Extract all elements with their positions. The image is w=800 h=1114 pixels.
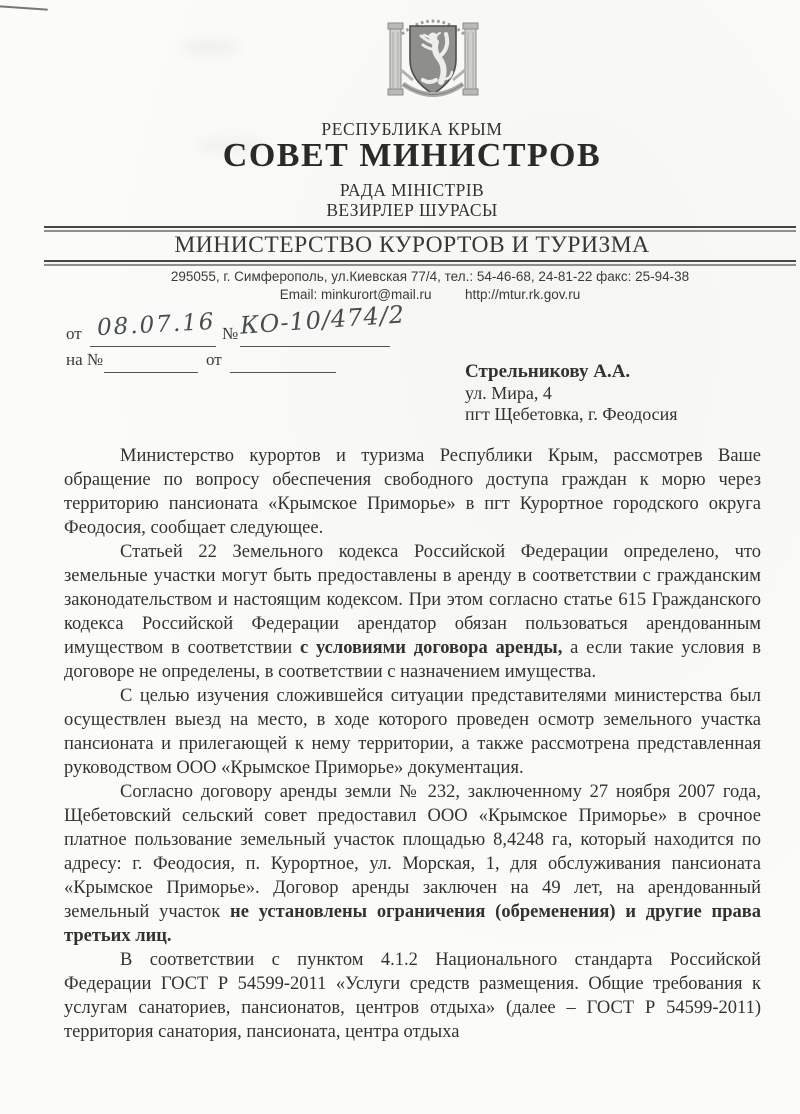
body-paragraph: Согласно договору аренды земли № 232, заключенному 27 ноября 2007 года, Щебетовский сельский совет предоставил ООО «Крымское Приморье» в срочное платное пользование земельный участок площадью 8,4248 га, который находится по адресу: г. Феодосия, п. Курортное, ул. Морская, 1, для обслуживания пансионата «Крымское Приморье». Договор аренды заключен на 49 лет, на арендованный земельный участок не установлены ограничения (обременения) и другие права третьих лиц. — [64, 782, 761, 946]
crimea-coat-of-arms-icon — [387, 8, 479, 108]
reply-from-label: от — [206, 350, 222, 369]
council-title-ukrainian: РАДА МІНІСТРІВ — [339, 180, 485, 200]
scan-smudge — [180, 40, 240, 54]
outgoing-number-label: № — [222, 324, 239, 343]
recipient-address-line2: пгт Щебетовка, г. Феодосия — [465, 404, 678, 424]
outgoing-from-label: от — [66, 324, 82, 343]
council-of-ministers-title: СОВЕТ МИНИСТРОВ — [222, 137, 602, 174]
council-title-crimean-tatar: ВЕЗИРЛЕР ШУРАСЫ — [326, 200, 498, 220]
recipient-address-line1: ул. Мира, 4 — [465, 382, 552, 403]
website-value: http://mtur.rk.gov.ru — [465, 287, 581, 302]
recipient-name: Стрельникову А.А. — [465, 361, 631, 382]
email-label: Email: — [279, 287, 318, 302]
email-value: minkurort@mail.ru — [320, 287, 432, 302]
scan-scratch-artifact — [0, 5, 48, 10]
reply-number-line — [104, 352, 198, 373]
ministry-title: МИНИСТЕРСТВО КУРОРТОВ И ТУРИЗМА — [174, 232, 650, 258]
recipient-block — [465, 361, 678, 426]
ministry-contact-line — [60, 287, 800, 302]
republic-title: РЕСПУБЛИКА КРЫМ — [321, 119, 503, 139]
reply-to-number-label: на № — [66, 350, 104, 369]
handwritten-outgoing-number: КО-10/474/2 — [239, 300, 406, 340]
header-divider-bottom — [44, 260, 796, 266]
ministry-address-line: 295055, г. Симферополь, ул.Киевская 77/4, тел.: 54-46-68, 24-81-22 факс: 25-94-38 — [170, 269, 690, 284]
body-paragraph: В соответствии с пунктом 4.1.2 Национального стандарта Российской Федерации ГОСТ Р 54599-2011 «Услуги средств размещения. Общие требования к услугам санаториев, пансионатов, центров отдыха» (далее – ГОСТ Р 54599-2011) территория санатория, пансионата, центра отдыха — [64, 950, 761, 1042]
body-paragraph: Министерство курортов и туризма Республики Крым, рассмотрев Ваше обращение по вопросу обеспечения свободного доступа граждан к морю через территорию пансионата «Крымское Приморье» в пгт Курортное городского округа Феодосия, сообщает следующее. — [64, 446, 761, 538]
letter-body — [64, 444, 761, 1044]
body-paragraph: Статьей 22 Земельного кодекса Российской Федерации определено, что земельные участки могут быть предоставлены в аренду в соответствии с гражданским законодательством и настоящим кодексом. При этом согласно статье 615 Гражданского кодекса Российской Федерации арендатор обязан пользоваться арендованным имуществом в соответствии с условиями договора аренды, а если такие условия в договоре не определены, в соответствии с назначением имущества. — [64, 542, 761, 682]
body-paragraph: С целью изучения сложившейся ситуации представителями министерства был осуществлен выезд на место, в ходе которого проведен осмотр земельного участка пансионата и прилегающей к нему территории, а также рассмотрена представленная руководством ООО «Крымское Приморье» документация. — [64, 686, 761, 778]
handwritten-outgoing-date: 08.07.16 — [96, 308, 217, 342]
reply-date-line — [230, 352, 336, 373]
